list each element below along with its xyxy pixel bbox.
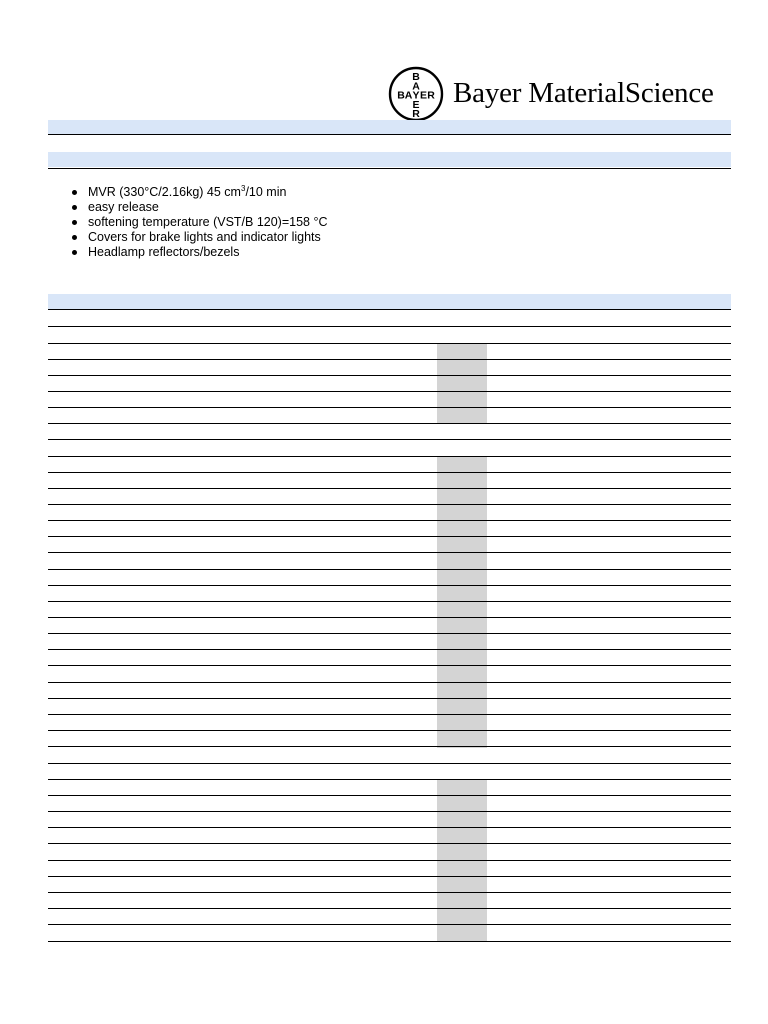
svg-text:R: R xyxy=(412,108,420,120)
svg-text:A: A xyxy=(412,80,420,93)
table-row-rule xyxy=(48,617,731,618)
svg-text:E: E xyxy=(412,99,420,111)
section-band-2 xyxy=(48,152,731,167)
svg-text:B: B xyxy=(397,89,405,102)
table-row-rule xyxy=(48,456,731,457)
shaded-column-block-1 xyxy=(437,344,487,424)
table-row-rule xyxy=(48,391,731,392)
feature-list xyxy=(72,185,328,260)
table-row-rule xyxy=(48,665,731,666)
table-row-rule xyxy=(48,746,731,747)
feature-item-release: easy release xyxy=(72,200,328,215)
svg-text:B: B xyxy=(412,71,420,83)
table-row-rule xyxy=(48,633,731,634)
table-row-rule xyxy=(48,326,731,327)
table-row-rule xyxy=(48,343,731,344)
table-row-rule xyxy=(48,714,731,715)
table-row-rule xyxy=(48,423,731,424)
table-row-rule xyxy=(48,375,731,376)
table-row-rule xyxy=(48,504,731,505)
svg-text:R: R xyxy=(427,89,435,102)
feature-item-covers: Covers for brake lights and indicator lights xyxy=(72,230,328,245)
section-band-1-underline xyxy=(48,134,731,135)
feature-item-mvr: MVR (330°C/2.16kg) 45 $cm^3/10$ min xyxy=(72,185,328,200)
table-row-rule xyxy=(48,941,731,942)
feature-item-softening: softening temperature (VST/B 120)=158 °C xyxy=(72,215,328,230)
shaded-column-block-2 xyxy=(437,457,487,748)
svg-text:Y: Y xyxy=(412,89,420,102)
table-row-rule xyxy=(48,730,731,731)
svg-text:A: A xyxy=(404,89,413,102)
table-row-rule xyxy=(48,585,731,586)
table-row-rule xyxy=(48,407,731,408)
table-row-rule xyxy=(48,860,731,861)
properties-table xyxy=(48,294,731,954)
table-row-rule xyxy=(48,552,731,553)
section-band-2-underline xyxy=(48,168,731,169)
table-row-rule xyxy=(48,811,731,812)
brand-name: Bayer MaterialScience xyxy=(453,77,714,109)
table-row-rule xyxy=(48,795,731,796)
bayer-cross-logo-icon xyxy=(388,66,444,122)
table-row-rule xyxy=(48,779,731,780)
table-row-rule xyxy=(48,892,731,893)
table-row-rule xyxy=(48,649,731,650)
section-band-1 xyxy=(48,120,731,134)
table-row-rule xyxy=(48,682,731,683)
svg-text:E: E xyxy=(419,89,428,102)
table-row-rule xyxy=(48,924,731,925)
table-row-rule xyxy=(48,569,731,570)
table-row-rule xyxy=(48,827,731,828)
table-row-rule xyxy=(48,309,731,310)
feature-item-headlamp: Headlamp reflectors/bezels xyxy=(72,245,328,260)
table-row-rule xyxy=(48,843,731,844)
table-row-rule xyxy=(48,359,731,360)
table-row-rule xyxy=(48,488,731,489)
table-row-rule xyxy=(48,763,731,764)
table-row-rule xyxy=(48,698,731,699)
table-row-rule xyxy=(48,536,731,537)
table-row-rule xyxy=(48,472,731,473)
table-row-rule xyxy=(48,520,731,521)
table-row-rule xyxy=(48,876,731,877)
table-row-rule xyxy=(48,601,731,602)
table-row-rule xyxy=(48,908,731,909)
table-row-rule xyxy=(48,439,731,440)
